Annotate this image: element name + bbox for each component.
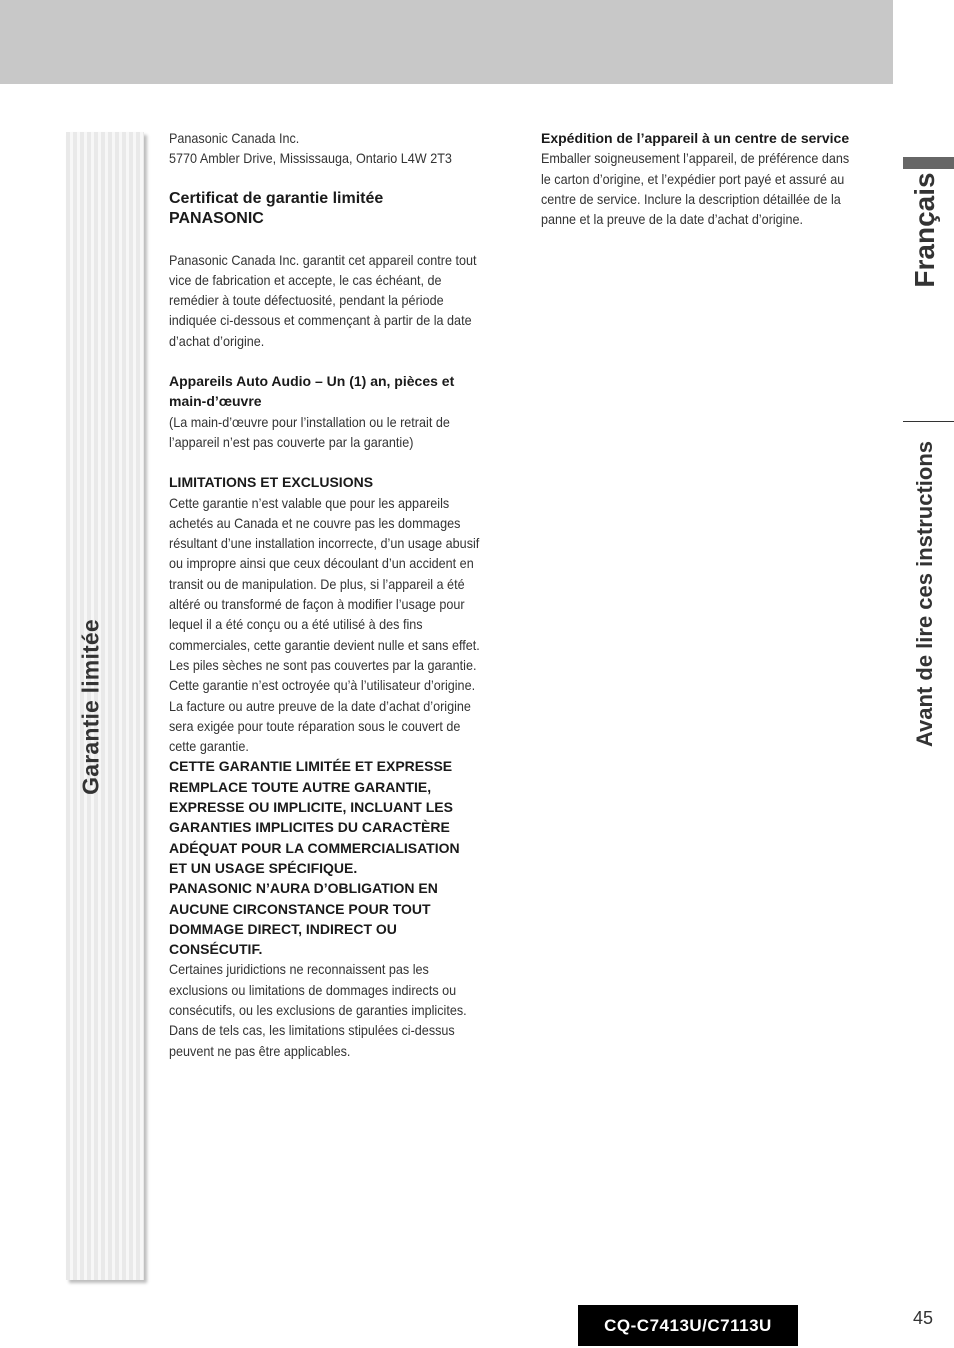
limitations-line: lequel il a été conçu ou a été utilisé à des fins	[169, 616, 423, 633]
language-tab-bar	[903, 157, 954, 169]
disclaimer-line: EXPRESSE OU IMPLICITE, INCLUANT LES	[169, 799, 453, 816]
tail-line: Dans de tels cas, les limitations stipulées ci-dessus	[169, 1022, 455, 1039]
disclaimer-line: DOMMAGE DIRECT, INDIRECT OU	[169, 920, 397, 937]
side-title-text: Garantie limitée	[77, 619, 104, 795]
address-line: Panasonic Canada Inc.	[169, 130, 300, 146]
disclaimer-line: ADÉQUAT POUR LA COMMERCIALISATION	[169, 839, 460, 856]
coverage-title: Appareils Auto Audio – Un (1) an, pièces et	[169, 373, 455, 390]
intro-line: indiquée ci-dessous et commençant à partir de la date	[169, 312, 472, 329]
coverage-title: main-d’œuvre	[169, 393, 262, 410]
intro-line: remédier à toute défectuosité, pendant la période	[169, 292, 444, 309]
limitations-line: commerciales, cette garantie devient nulle et sans effet.	[169, 636, 480, 653]
tail-line: Certaines juridictions ne reconnaissent pas les	[169, 961, 429, 978]
shipping-line: centre de service. Inclure la description détaillée de la	[541, 190, 841, 207]
limitations-line: Cette garantie n’est valable que pour les appareils	[169, 494, 450, 511]
intro-line: vice de fabrication et accepte, le cas échéant, de	[169, 271, 442, 288]
limitations-line: cette garantie.	[169, 738, 249, 755]
shipping-line: Emballer soigneusement l’appareil, de préférence dans	[541, 150, 850, 167]
intro-line: Panasonic Canada Inc. garantit cet appareil contre tout	[169, 251, 477, 268]
limitations-line: La facture ou autre preuve de la date d’achat d’origine	[169, 697, 471, 714]
limitations-line: transit ou de manipulation. De plus, si l’appareil a été	[169, 575, 465, 592]
limitations-line: ou impropre ainsi que ceux découlant d’un accident en	[169, 555, 474, 572]
coverage-note: l’appareil n’est pas couverte par la garantie)	[169, 433, 414, 450]
section-label-text: Avant de lire ces instructions	[912, 440, 937, 748]
top-band	[0, 0, 893, 84]
language-label-text: Français	[909, 172, 940, 288]
limitations-line: sera exigée pour toute réparation sous le couvert de	[169, 717, 461, 734]
disclaimer-line: PANASONIC N’AURA D’OBLIGATION EN	[169, 880, 438, 897]
disclaimer-line: CONSÉCUTIF.	[169, 941, 263, 958]
right-column	[541, 128, 893, 229]
left-column	[169, 128, 519, 1061]
limitations-line: Cette garantie n’est octroyée qu’à l’utilisateur d’origine.	[169, 677, 476, 694]
cert-title: Certificat de garantie limitée	[169, 189, 384, 207]
shipping-line: le carton d’origine, et l’expédier port payé et assuré au	[541, 170, 845, 187]
shipping-title: Expédition de l’appareil à un centre de service	[541, 130, 850, 146]
limitations-title: LIMITATIONS ET EXCLUSIONS	[169, 474, 374, 491]
address-line: 5770 Ambler Drive, Mississauga, Ontario L4W 2T3	[169, 150, 452, 167]
shipping-line: panne et la preuve de la date d’achat d’origine.	[541, 211, 803, 228]
page-number: 45	[913, 1308, 934, 1328]
tail-line: peuvent ne pas être applicables.	[169, 1042, 351, 1059]
limitations-line: altéré ou transformé de façon à modifier l’usage pour	[169, 596, 465, 613]
limitations-line: résultant d’une installation incorrecte, d’un usage abusif	[169, 535, 480, 552]
cert-title-brand: PANASONIC	[169, 209, 264, 227]
disclaimer-line: REMPLACE TOUTE AUTRE GARANTIE,	[169, 778, 432, 795]
intro-line: d’achat d’origine.	[169, 332, 265, 349]
section-divider	[903, 421, 954, 422]
disclaimer-line: CETTE GARANTIE LIMITÉE ET EXPRESSE	[169, 758, 453, 775]
disclaimer-line: ET UN USAGE SPÉCIFIQUE.	[169, 859, 358, 876]
limitations-line: achetés au Canada et ne couvre pas les dommages	[169, 514, 461, 531]
tail-line: consécutifs, ou les exclusions de garanties implicites.	[169, 1001, 467, 1018]
limitations-line: Les piles sèches ne sont pas couvertes par la garantie.	[169, 656, 477, 673]
model-badge: CQ-C7413U/C7113U	[578, 1305, 798, 1346]
disclaimer-line: AUCUNE CIRCONSTANCE POUR TOUT	[169, 900, 431, 917]
tail-line: exclusions ou limitations de dommages indirects ou	[169, 981, 457, 998]
disclaimer-line: GARANTIES IMPLICITES DU CARACTÈRE	[169, 819, 450, 836]
coverage-note: (La main-d’œuvre pour l’installation ou le retrait de	[169, 413, 450, 430]
